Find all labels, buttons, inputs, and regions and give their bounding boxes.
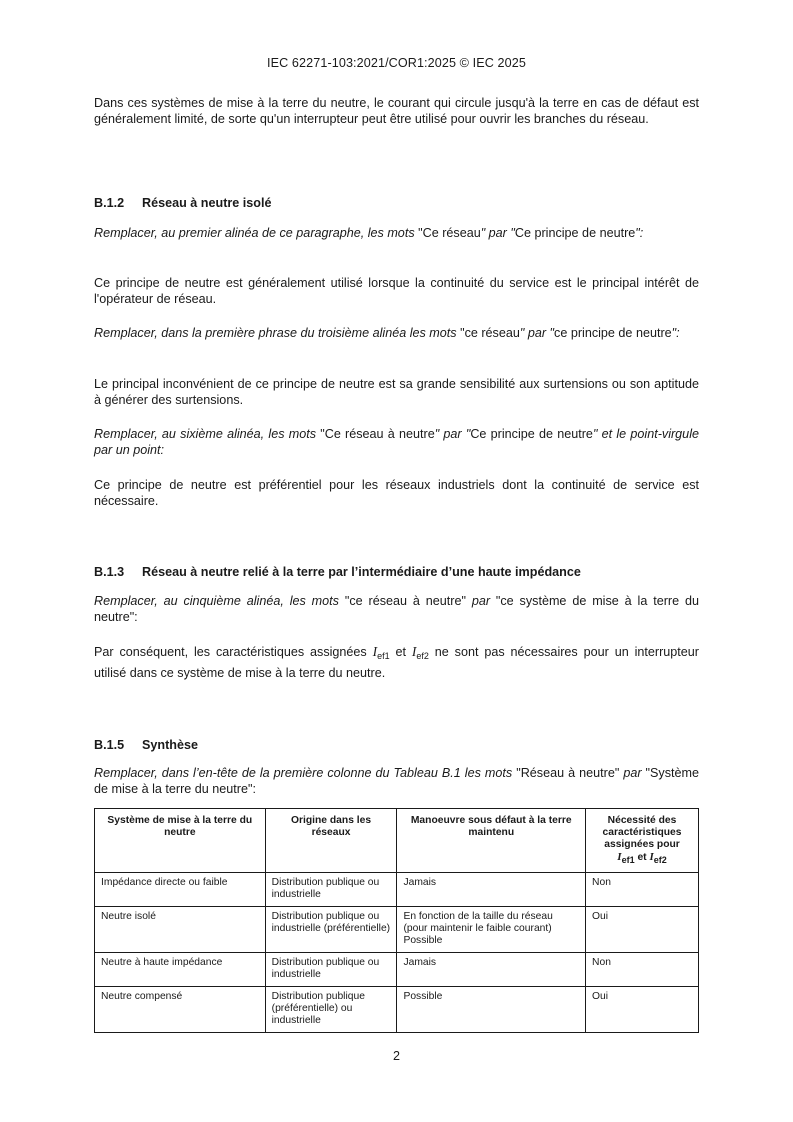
- instruction-b12-1: Remplacer, au premier alinéa de ce paragraphe, les mots "Ce réseau" par "Ce principe de neutre":: [94, 226, 644, 240]
- section-heading-b12: [94, 195, 699, 211]
- section-heading-b13: [94, 564, 699, 580]
- intro-paragraph: Dans ces systèmes de mise à la terre du neutre, le courant qui circule jusqu'à la terre en cas de défaut est généralement limité, de sorte qu'un interrupteur peut être utilisé pour ouvrir les branches du réseau.: [94, 96, 699, 127]
- column-header: Système de mise à la terre du neutre: [95, 809, 266, 873]
- table-row: [95, 873, 699, 907]
- table-cell: Oui: [586, 907, 699, 953]
- table-cell: Neutre à haute impédance: [95, 953, 266, 987]
- table-cell: Distribution publique ou industrielle: [265, 953, 397, 987]
- table-header-row: [95, 809, 699, 873]
- section-title: Réseau à neutre isolé: [142, 196, 272, 210]
- instruction-b13-1: Remplacer, au cinquième alinéa, les mots "ce réseau à neutre" par "ce système de mise à la terre du neutre":: [94, 594, 699, 625]
- section-number: B.1.3: [94, 565, 125, 579]
- table-cell: Impédance directe ou faible: [95, 873, 266, 907]
- instruction-b12-2: Remplacer, dans la première phrase du troisième alinéa les mots "ce réseau" par "ce principe de neutre":: [94, 326, 680, 340]
- table-row: [95, 907, 699, 953]
- column-header: Manoeuvre sous défaut à la terre maintenu: [397, 809, 586, 873]
- page-header: IEC 62271-103:2021/COR1:2025 © IEC 2025: [267, 56, 526, 70]
- table-cell: Jamais: [397, 873, 586, 907]
- table-row: [95, 987, 699, 1033]
- instruction-b12-3: Remplacer, au sixième alinéa, les mots "Ce réseau à neutre" par "Ce principe de neutre" et le point-virgule par un point:: [94, 427, 699, 458]
- section-heading-b15: [94, 737, 699, 753]
- table-row: [95, 953, 699, 987]
- table-cell: Possible: [397, 987, 586, 1033]
- column-header: Origine dans les réseaux: [265, 809, 397, 873]
- table-cell: Neutre isolé: [95, 907, 266, 953]
- table-cell: Non: [586, 953, 699, 987]
- section-number: B.1.2: [94, 196, 125, 210]
- table-cell: Distribution publique ou industrielle (préférentielle): [265, 907, 397, 953]
- instruction-b15-1: Remplacer, dans l’en-tête de la première colonne du Tableau B.1 les mots "Réseau à neutre" par "Système de mise à la terre du neutre":: [94, 766, 700, 797]
- paragraph-b12-2: Le principal inconvénient de ce principe de neutre est sa grande sensibilité aux surtensions ou son aptitude à générer des surtensions.: [94, 377, 699, 408]
- table-cell: Non: [586, 873, 699, 907]
- table-cell: Neutre compensé: [95, 987, 266, 1033]
- section-title: Réseau à neutre relié à la terre par l’intermédiaire d’une haute impédance: [142, 565, 581, 579]
- page-number: 2: [392, 1049, 400, 1063]
- synthesis-table: [94, 808, 699, 1033]
- paragraph-b12-3: Ce principe de neutre est préférentiel pour les réseaux industriels dont la continuité de service est nécessaire.: [94, 478, 699, 509]
- table-cell: Distribution publique (préférentielle) ou industrielle: [265, 987, 397, 1033]
- table-cell: Oui: [586, 987, 699, 1033]
- table-cell: Jamais: [397, 953, 586, 987]
- table-cell: Distribution publique ou industrielle: [265, 873, 397, 907]
- paragraph-b12-1: Ce principe de neutre est généralement utilisé lorsque la continuité du service est le principal intérêt de l'opérateur de réseau.: [94, 276, 699, 307]
- section-number: B.1.5: [94, 738, 125, 752]
- section-title: Synthèse: [142, 738, 198, 752]
- table-cell: En fonction de la taille du réseau (pour maintenir le faible courant) Possible: [397, 907, 586, 953]
- column-header: Nécessité des caractéristiques assignées pour $I_{ef1}$ et $I_{ef2}$: [586, 809, 699, 873]
- paragraph-b13-1: Par conséquent, les caractéristiques assignées $I_{ef1}$ et $I_{ef2}$ ne sont pas nécessaires pour un interrupteur utilisé dans ce système de mise à la terre du neutre.: [94, 644, 699, 680]
